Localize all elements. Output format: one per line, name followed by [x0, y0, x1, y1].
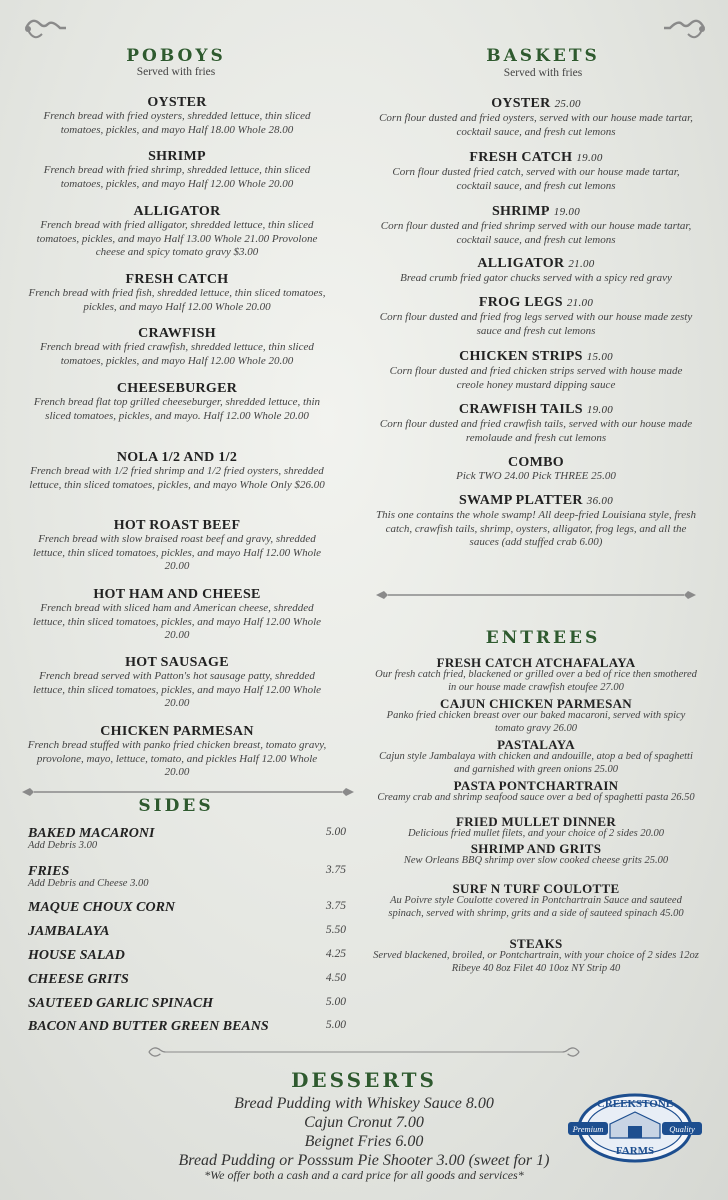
svg-text:FARMS: FARMS	[615, 1145, 655, 1157]
entree-name: SHRIMP AND GRITS	[470, 841, 602, 856]
side-price: 3.75	[325, 900, 346, 912]
basket-item	[376, 295, 696, 338]
poboy-name: FRESH CATCH	[125, 272, 229, 287]
entree-item	[372, 738, 700, 776]
top-right-flourish	[662, 14, 708, 44]
baskets-title: BASKETS	[486, 46, 600, 66]
poboys-title: POBOYS	[126, 46, 226, 66]
basket-desc: Corn flour dusted and fried shrimp served with our house made tartar, cocktail sauce, and fresh cut lemons	[380, 220, 692, 246]
side-name: MAQUE CHOUX CORN	[28, 900, 176, 915]
poboy-desc: French bread with fried fish, shredded lettuce, thin sliced tomatoes, pickles, and mayo Half 12.00 Whole 20.00	[28, 287, 326, 313]
poboy-desc: French bread stuffed with panko fried chicken breast, tomato gravy, provolone, mayo, lettuce, tomato, and pickles Half 12.00 Whole 20.00	[27, 739, 327, 778]
entree-desc: Our fresh catch fried, blackened or grilled over a bed of rice then smothered in our house made crawfish etoufee 27.00	[375, 669, 697, 693]
poboy-item	[24, 149, 330, 191]
side-name: FRIES	[28, 864, 70, 879]
entree-name: STEAKS	[509, 936, 563, 951]
basket-item	[376, 402, 696, 445]
basket-price: 19.00	[553, 206, 581, 218]
entree-item	[372, 779, 700, 805]
side-price: 3.75	[325, 864, 346, 876]
side-note: Add Debris 3.00	[28, 840, 98, 851]
side-price: 5.00	[325, 826, 346, 838]
side-name: BACON AND BUTTER GREEN BEANS	[28, 1019, 269, 1034]
entree-name: PASTALAYA	[497, 737, 575, 752]
poboy-item	[24, 381, 330, 423]
basket-name	[376, 256, 696, 272]
side-name: CHEESE GRITS	[28, 972, 129, 987]
entree-desc: Cajun style Jambalaya with chicken and andouille, atop a bed of spaghetti and garnished with green onions 25.00	[379, 751, 693, 775]
side-price: 5.50	[325, 924, 346, 936]
basket-name	[376, 349, 696, 365]
poboy-item	[24, 518, 330, 574]
poboy-desc: French bread with fried shrimp, shredded lettuce, thin sliced tomatoes, pickles, and mayo Half 12.00 Whole 20.00	[43, 164, 311, 190]
entree-desc: Panko fried chicken breast over our baked macaroni, served with spicy tomato gravy 26.00	[386, 710, 686, 734]
entrees-title: ENTREES	[485, 628, 601, 648]
entree-desc: Au Poivre style Coulotte covered in Pontchartrain Sauce and sauteed spinach, served with shrimp, grits and a side of sauteed spinach 45.00	[388, 895, 684, 919]
poboy-desc: French bread with fried oysters, shredded lettuce, thin sliced tomatoes, pickles, and mayo Half 18.00 Whole 28.00	[43, 110, 311, 136]
basket-name-text: CHICKEN STRIPS	[459, 349, 583, 364]
basket-item	[376, 493, 696, 550]
side-name: JAMBALAYA	[28, 924, 110, 939]
basket-price: 25.00	[554, 98, 581, 110]
basket-name-text: SWAMP PLATTER	[458, 493, 583, 508]
poboy-name: CRAWFISH	[138, 326, 216, 341]
payment-note: *We offer both a cash and a card price for all goods and services*	[204, 1168, 524, 1182]
entree-name: CAJUN CHICKEN PARMESAN	[440, 696, 632, 711]
basket-name-text: ALLIGATOR	[477, 256, 565, 271]
basket-name-text: COMBO	[508, 455, 564, 470]
basket-name	[376, 96, 696, 112]
dessert-item: Beignet Fries 6.00	[304, 1133, 424, 1150]
desserts-title: DESSERTS	[291, 1068, 437, 1092]
basket-item	[376, 256, 696, 286]
entree-name: FRESH CATCH ATCHAFALAYA	[436, 655, 636, 670]
poboy-item	[24, 204, 330, 260]
entree-name: PASTA PONTCHARTRAIN	[453, 778, 619, 793]
basket-price: 36.00	[586, 495, 614, 507]
poboy-name: NOLA 1/2 AND 1/2	[116, 450, 238, 465]
poboy-desc: French bread served with Patton's hot sausage patty, shredded lettuce, thin sliced tomatoes, pickles, and mayo Half 12.00 Whole 20.00	[32, 670, 322, 709]
basket-item	[376, 204, 696, 247]
poboy-desc: French bread with fried alligator, shredded lettuce, thin sliced tomatoes, pickles, and mayo Half 13.00 Whole 21.00 Provolone cheese and spicy tomato gravy $3.00	[36, 219, 318, 258]
sides-title: SIDES	[138, 796, 214, 816]
side-item	[28, 972, 346, 994]
poboy-name: CHEESEBURGER	[116, 381, 238, 396]
basket-name-text: CRAWFISH TAILS	[458, 402, 583, 417]
basket-desc: This one contains the whole swamp! All deep-fried Louisiana style, fresh catch, crawfish tails, shrimp, oysters, alligator, frog legs, and all the sauces (add stuffed crab 6.00)	[376, 509, 696, 548]
side-name: SAUTEED GARLIC SPINACH	[28, 996, 214, 1011]
poboy-item	[24, 655, 330, 711]
entree-item	[372, 842, 700, 868]
poboy-desc: French bread with sliced ham and American cheese, shredded lettuce, thin sliced tomatoes, pickles, and mayo Half 12.00 Whole 20.00	[32, 602, 322, 641]
basket-price: 19.00	[576, 152, 603, 164]
side-item	[28, 900, 346, 922]
dessert-item: Bread Pudding or Posssum Pie Shooter 3.00 (sweet for 1)	[178, 1152, 550, 1169]
baskets-subtitle: Served with fries	[503, 67, 583, 79]
basket-name-text: FRESH CATCH	[469, 150, 573, 165]
basket-name	[376, 295, 696, 311]
dessert-item: Cajun Cronut 7.00	[304, 1114, 424, 1131]
side-name: HOUSE SALAD	[28, 948, 125, 963]
basket-item	[376, 455, 696, 484]
poboy-name: HOT HAM AND CHEESE	[93, 587, 261, 602]
side-item	[28, 1019, 346, 1041]
basket-name	[376, 204, 696, 220]
poboy-desc: French bread flat top grilled cheeseburger, shredded lettuce, thin sliced tomatoes, pickles, and mayo. Half 12.00 Whole 20.00	[33, 396, 321, 422]
poboy-name: HOT SAUSAGE	[125, 655, 229, 670]
entree-name: SURF N TURF COULOTTE	[452, 881, 620, 896]
poboy-name: CHICKEN PARMESAN	[100, 724, 254, 739]
entree-item	[372, 656, 700, 694]
side-price: 4.50	[325, 972, 346, 984]
side-item	[28, 996, 346, 1018]
basket-name	[376, 493, 696, 509]
entree-item	[372, 937, 700, 975]
dessert-item: Bread Pudding with Whiskey Sauce 8.00	[234, 1095, 494, 1112]
side-price: 5.00	[325, 1019, 346, 1031]
entree-desc: New Orleans BBQ shrimp over slow cooked cheese grits 25.00	[403, 855, 669, 866]
basket-price: 21.00	[566, 297, 594, 309]
poboy-desc: French bread with slow braised roast beef and gravy, shredded lettuce, thin sliced tomatoes, pickles, and mayo Half 12.00 Whole 20.00	[32, 533, 322, 572]
poboy-item	[24, 272, 330, 314]
basket-desc: Pick TWO 24.00 Pick THREE 25.00	[456, 470, 616, 482]
entree-desc: Creamy crab and shrimp seafood sauce over a bed of spaghetti pasta 26.50	[377, 792, 695, 803]
basket-price: 21.00	[568, 258, 595, 270]
entree-desc: Delicious fried mullet filets, and your choice of 2 sides 20.00	[407, 828, 665, 839]
basket-desc: Corn flour dusted and fried crawfish tails, served with our house made remolaude and fresh cut lemons	[379, 418, 693, 444]
poboy-name: OYSTER	[147, 95, 207, 110]
poboy-desc: French bread with fried crawfish, shredded lettuce, thin sliced tomatoes, pickles, and mayo Half 12.00 Whole 20.00	[40, 341, 314, 367]
entree-item	[372, 815, 700, 841]
poboy-desc: French bread with 1/2 fried shrimp and 1/2 fried oysters, shredded lettuce, thin sliced tomatoes, pickles, and mayo Whole Only $26.00	[29, 465, 325, 491]
creekstone-farms-logo	[566, 1092, 704, 1164]
entree-name: FRIED MULLET DINNER	[455, 814, 617, 829]
basket-desc: Bread crumb fried gator chucks served with a spicy red gravy	[400, 272, 672, 284]
svg-text:Quality: Quality	[669, 1124, 695, 1134]
svg-text:CREEKSTONE: CREEKSTONE	[596, 1098, 674, 1110]
poboy-item	[24, 724, 330, 780]
poboy-item	[24, 450, 330, 492]
basket-price: 15.00	[586, 351, 613, 363]
side-price: 4.25	[325, 948, 346, 960]
basket-item	[376, 96, 696, 139]
basket-name	[376, 150, 696, 166]
entrees-divider	[374, 588, 698, 602]
basket-desc: Corn flour dusted and fried chicken strips served with house made creole honey mustard dipping sauce	[389, 365, 683, 391]
basket-name	[376, 455, 696, 470]
basket-name-text: FROG LEGS	[478, 295, 563, 310]
svg-text:Premium: Premium	[572, 1124, 604, 1134]
basket-name-text: OYSTER	[491, 96, 551, 111]
side-item	[28, 924, 346, 946]
entree-item	[372, 697, 700, 735]
top-left-flourish	[22, 14, 68, 44]
desserts-divider	[22, 1045, 706, 1059]
side-name: BAKED MACARONI	[28, 826, 155, 841]
side-item	[28, 864, 346, 889]
basket-desc: Corn flour dusted and fried oysters, served with our house made tartar, cocktail sauce, and fresh cut lemons	[379, 112, 693, 138]
poboy-name: HOT ROAST BEEF	[113, 518, 241, 533]
poboy-name: SHRIMP	[148, 149, 206, 164]
side-item	[28, 948, 346, 970]
basket-desc: Corn flour dusted and fried frog legs served with our house made zesty sauce and fresh cut lemons	[379, 311, 693, 337]
entree-item	[372, 882, 700, 920]
basket-name-text: SHRIMP	[491, 204, 550, 219]
poboy-item	[24, 587, 330, 643]
side-item	[28, 826, 346, 851]
basket-name	[376, 402, 696, 418]
poboy-item	[24, 326, 330, 368]
basket-item	[376, 150, 696, 193]
basket-desc: Corn flour dusted fried catch, served with our house made tartar, cocktail sauce, and fresh cut lemons	[392, 166, 680, 192]
side-price: 5.00	[325, 996, 346, 1008]
side-note: Add Debris and Cheese 3.00	[28, 878, 149, 889]
basket-price: 19.00	[586, 404, 614, 416]
entree-desc: Served blackened, broiled, or Pontchartrain, with your choice of 2 sides 12oz Ribeye 40 8oz Filet 40 10oz NY Strip 40	[373, 950, 699, 974]
poboy-name: ALLIGATOR	[133, 204, 221, 219]
poboys-subtitle: Served with fries	[136, 66, 216, 78]
poboy-item	[24, 95, 330, 137]
basket-item	[376, 349, 696, 392]
